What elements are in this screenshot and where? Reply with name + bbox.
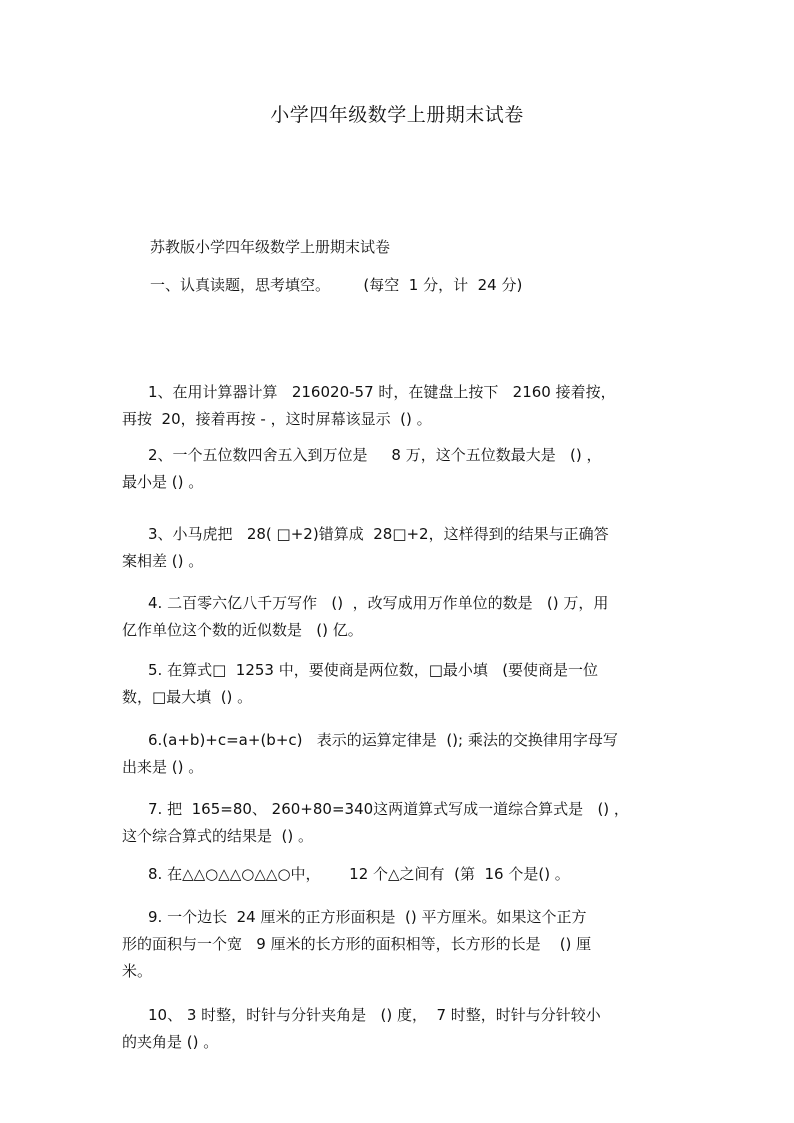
question-6 xyxy=(122,727,667,781)
question-line: 这个综合算式的结果是 () 。 xyxy=(122,827,314,845)
question-line: 的夹角是 () 。 xyxy=(122,1033,219,1051)
question-line: 1、在用计算器计算 216020-57 时，在键盘上按下 2160 接着按， xyxy=(148,383,616,401)
page-title: 小学四年级数学上册期末试卷 xyxy=(270,104,524,126)
question-2 xyxy=(122,442,667,496)
question-7 xyxy=(122,796,667,850)
question-3 xyxy=(122,521,667,575)
question-line: 6.(a+b)+c=a+(b+c) 表示的运算定律是 (); 乘法的交换律用字母写 xyxy=(148,731,618,749)
question-1 xyxy=(122,379,667,433)
question-line: 米。 xyxy=(122,962,153,980)
question-line: 4. 二百零六亿八千万写作 () ，改写成用万作单位的数是 () 万，用 xyxy=(148,594,609,612)
question-10 xyxy=(122,1002,667,1056)
question-line: 数，□最大填 () 。 xyxy=(122,688,253,706)
question-line: 形的面积与一个宽 9 厘米的长方形的面积相等，长方形的长是 () 厘 xyxy=(122,935,592,953)
question-line: 最小是 () 。 xyxy=(122,473,204,491)
question-line: 7. 把 165=80、 260+80=340这两道算式写成一道综合算式是 () ， xyxy=(148,800,629,818)
question-line: 9. 一个边长 24 厘米的正方形面积是 () 平方厘米。如果这个正方 xyxy=(148,908,587,926)
question-line: 2、一个五位数四舍五入到万位是 8 万，这个五位数最大是 () ， xyxy=(148,446,602,464)
question-line: 出来是 () 。 xyxy=(122,758,204,776)
question-line: 3、小马虎把 28( □+2)错算成 28□+2，这样得到的结果与正确答 xyxy=(148,525,609,543)
section-heading: 一、认真读题，思考填空。 (每空 1 分，计 24 分) xyxy=(150,276,523,294)
question-line: 10、 3 时整，时针与分针夹角是 () 度， 7 时整，时针与分针较小 xyxy=(148,1006,601,1024)
question-9 xyxy=(122,904,667,985)
question-line: 5. 在算式□ 1253 中，要使商是两位数，□最小填 (要使商是一位 xyxy=(148,661,599,679)
exam-subtitle: 苏教版小学四年级数学上册期末试卷 xyxy=(150,238,391,256)
question-line: 案相差 () 。 xyxy=(122,552,204,570)
question-8 xyxy=(122,861,667,888)
question-4 xyxy=(122,590,667,644)
question-line: 亿作单位这个数的近似数是 () 亿。 xyxy=(122,621,363,639)
question-line: 再按 20，接着再按 - ，这时屏幕该显示 () 。 xyxy=(122,410,432,428)
question-line: 8. 在△△○△△○△△○中， 12 个△之间有 (第 16 个是() 。 xyxy=(148,865,570,883)
question-5 xyxy=(122,657,667,711)
